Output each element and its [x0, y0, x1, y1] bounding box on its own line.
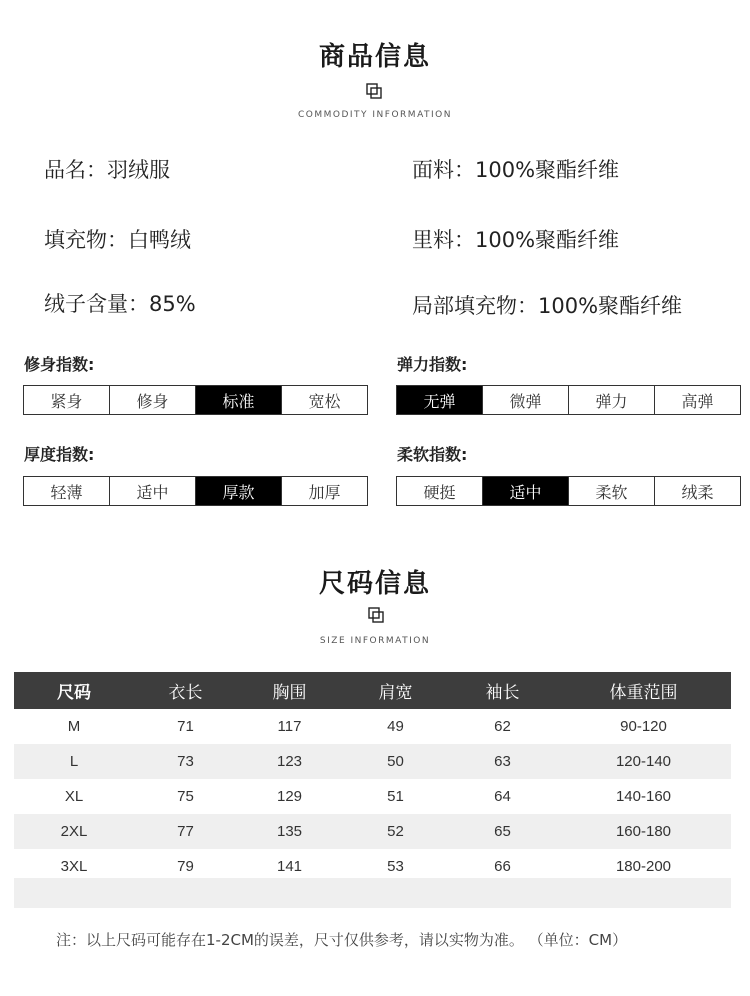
table-cell: 90-120 [620, 718, 667, 735]
table-empty-row [14, 878, 731, 908]
info-field-fabric [412, 154, 619, 184]
scale-option: 修身 [109, 386, 195, 414]
table-cell: M [67, 718, 81, 735]
field-value: 羽绒服 [107, 158, 170, 182]
table-cell: 64 [494, 788, 511, 805]
field-value: 85% [149, 292, 196, 316]
field-label: 品名 [44, 158, 86, 182]
field-value: 100%聚酯纤维 [538, 294, 683, 318]
scale-option: 硬挺 [423, 482, 456, 502]
table-cell: 50 [342, 744, 449, 779]
field-label: 绒子含量 [44, 292, 128, 316]
softness-index-scale [396, 476, 741, 506]
scale-option: 适中 [109, 477, 195, 505]
table-cell: 129 [276, 788, 303, 805]
field-label: 填充物 [44, 228, 107, 252]
table-row [14, 814, 731, 849]
table-cell: 66 [494, 858, 511, 875]
table-cell: 123 [237, 744, 342, 779]
info-field-filling [44, 224, 191, 254]
column-header: 袖长 [449, 672, 556, 709]
size-title: 尺码信息 [318, 569, 431, 599]
column-header: 胸围 [237, 672, 342, 709]
info-field-down-content [44, 288, 196, 318]
scale-option: 标准 [195, 386, 281, 414]
table-cell: XL [64, 788, 84, 805]
scale-option: 紧身 [50, 391, 83, 411]
field-sep: ： [517, 294, 538, 318]
field-label: 里料 [412, 228, 454, 252]
scale-option: 轻薄 [50, 482, 83, 502]
table-cell: 77 [134, 814, 237, 849]
table-row [14, 709, 731, 744]
scale-option: 宽松 [281, 386, 367, 414]
elasticity-index-scale [396, 385, 741, 415]
scale-option: 弹力 [568, 386, 654, 414]
table-cell: 49 [387, 718, 404, 735]
size-table [14, 672, 731, 884]
column-header: 尺码 [14, 672, 134, 709]
table-cell: 3XL [60, 858, 88, 875]
scale-option: 加厚 [281, 477, 367, 505]
table-cell: 75 [177, 788, 194, 805]
table-cell: 140-160 [615, 788, 672, 805]
softness-index-label: 柔软指数: [397, 445, 468, 464]
scale-option: 高弹 [654, 386, 740, 414]
table-cell: 135 [237, 814, 342, 849]
scale-option: 适中 [482, 477, 568, 505]
scale-option: 绒柔 [654, 477, 740, 505]
table-cell: 120-140 [556, 744, 731, 779]
fit-index-scale [23, 385, 368, 415]
field-value: 100%聚酯纤维 [475, 158, 620, 182]
column-header: 肩宽 [342, 672, 449, 709]
field-value: 白鸭绒 [128, 228, 191, 252]
thickness-index-scale [23, 476, 368, 506]
size-subtitle: SIZE INFORMATION [319, 636, 431, 646]
table-cell: 63 [449, 744, 556, 779]
commodity-subtitle: COMMODITY INFORMATION [297, 110, 452, 120]
table-header-row [14, 672, 731, 709]
table-cell: 62 [494, 718, 511, 735]
info-field-partial-filling [412, 290, 682, 320]
field-sep: ： [128, 292, 149, 316]
info-field-lining [412, 224, 619, 254]
table-cell: 71 [177, 718, 194, 735]
info-field-name [44, 154, 170, 184]
table-cell: 73 [134, 744, 237, 779]
column-header: 体重范围 [556, 672, 731, 709]
table-cell: 52 [342, 814, 449, 849]
field-sep: ： [454, 228, 475, 252]
column-header: 衣长 [134, 672, 237, 709]
table-cell: 141 [276, 858, 303, 875]
table-cell: 2XL [14, 814, 134, 849]
field-sep: ： [107, 228, 128, 252]
field-label: 面料 [412, 158, 454, 182]
scale-option: 柔软 [568, 477, 654, 505]
scale-option: 微弹 [482, 386, 568, 414]
field-sep: ： [454, 158, 475, 182]
field-value: 100%聚酯纤维 [475, 228, 620, 252]
table-cell: 53 [387, 858, 404, 875]
scale-option: 厚款 [195, 477, 281, 505]
field-label: 局部填充物 [412, 294, 517, 318]
table-row [14, 779, 731, 814]
table-cell: 65 [449, 814, 556, 849]
table-cell: 51 [387, 788, 404, 805]
table-cell: L [14, 744, 134, 779]
table-row [14, 744, 731, 779]
fit-index-label: 修身指数: [24, 355, 95, 374]
double-square-icon [366, 83, 382, 99]
double-square-icon [368, 607, 384, 623]
commodity-title: 商品信息 [318, 42, 431, 72]
table-cell: 180-200 [615, 858, 672, 875]
field-sep: ： [86, 158, 107, 182]
elasticity-index-label: 弹力指数: [397, 355, 468, 374]
thickness-index-label: 厚度指数: [24, 445, 95, 464]
scale-option: 无弹 [397, 386, 482, 414]
table-cell: 117 [277, 718, 302, 735]
table-cell: 160-180 [556, 814, 731, 849]
size-note: 注：以上尺码可能存在1-2CM的误差，尺寸仅供参考，请以实物为准。 （单位：CM） [56, 931, 628, 949]
table-cell: 79 [177, 858, 194, 875]
